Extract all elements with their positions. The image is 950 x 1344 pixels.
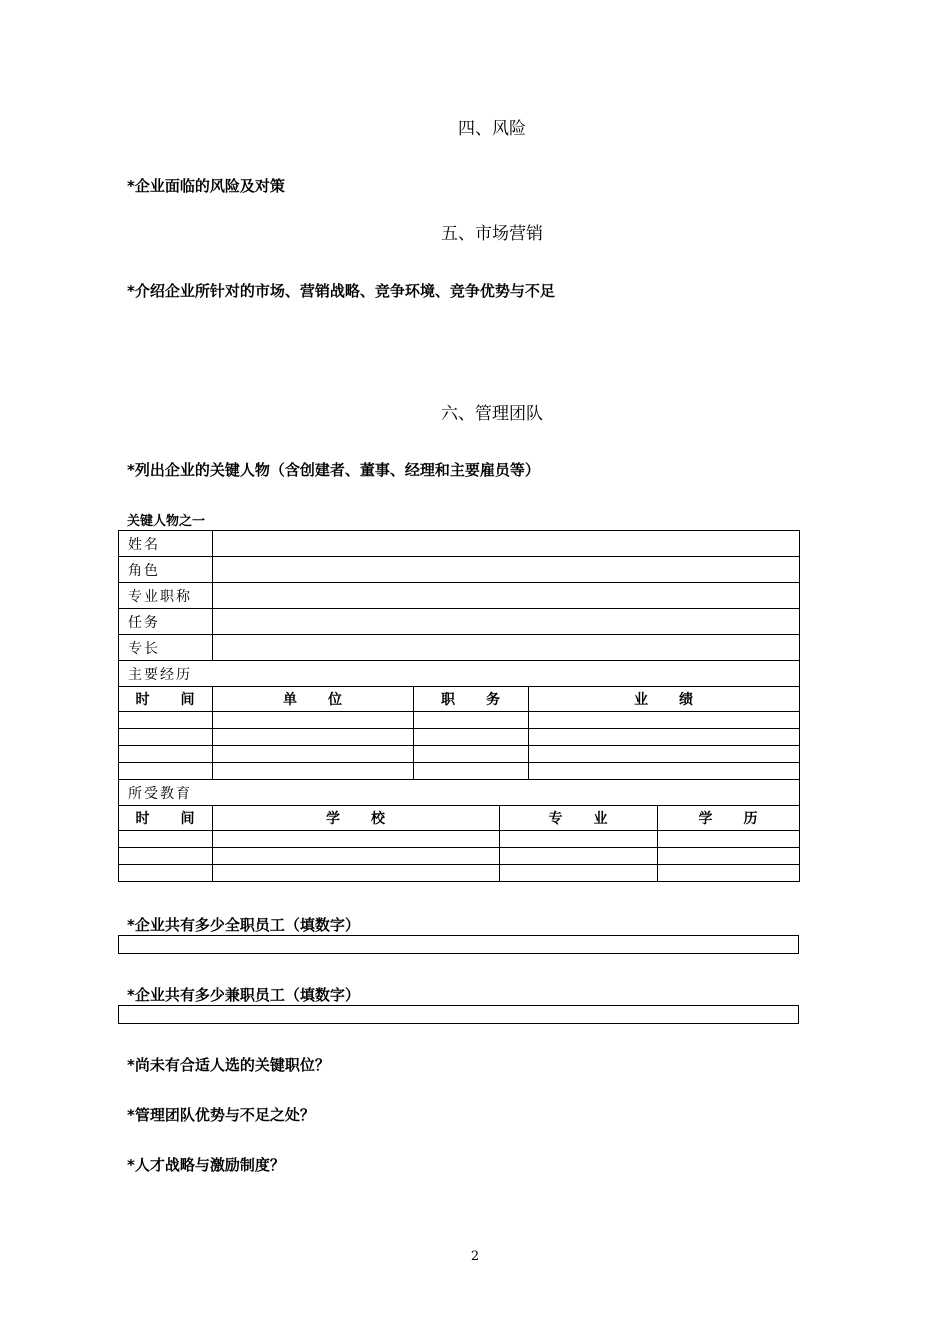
field-row-name xyxy=(119,531,800,557)
field-row-role xyxy=(119,557,800,583)
experience-header-achievement: 业 绩 xyxy=(529,687,800,712)
experience-cell[interactable] xyxy=(119,712,213,729)
field-input-name[interactable] xyxy=(213,531,800,557)
question-vacant-positions: *尚未有合适人选的关键职位？ xyxy=(127,1056,330,1074)
education-label-row xyxy=(119,780,800,806)
field-label-role: 角色 xyxy=(119,557,213,583)
experience-cell[interactable] xyxy=(529,746,800,763)
experience-label-row xyxy=(119,661,800,687)
experience-cell[interactable] xyxy=(213,763,414,780)
education-header-degree: 学 历 xyxy=(658,806,800,831)
field-row-specialty xyxy=(119,635,800,661)
education-cell[interactable] xyxy=(119,865,213,882)
field-input-role[interactable] xyxy=(213,557,800,583)
section-title-team: 六、管理团队 xyxy=(441,404,543,424)
experience-header-row xyxy=(119,687,800,712)
education-cell[interactable] xyxy=(119,848,213,865)
experience-header-position: 职 务 xyxy=(414,687,529,712)
parttime-count-field[interactable] xyxy=(118,1005,799,1024)
experience-header-time: 时 间 xyxy=(119,687,213,712)
field-input-specialty[interactable] xyxy=(213,635,800,661)
field-row-title xyxy=(119,583,800,609)
page-number: 2 xyxy=(470,1249,480,1264)
education-cell[interactable] xyxy=(500,848,658,865)
field-row-task xyxy=(119,609,800,635)
experience-row xyxy=(119,712,800,729)
question-risk: *企业面临的风险及对策 xyxy=(127,177,285,195)
experience-cell[interactable] xyxy=(414,763,529,780)
experience-cell[interactable] xyxy=(529,763,800,780)
experience-cell[interactable] xyxy=(529,729,800,746)
education-header-school: 学 校 xyxy=(213,806,500,831)
section-title-marketing: 五、市场营销 xyxy=(441,224,543,244)
experience-label: 主要经历 xyxy=(119,661,800,687)
field-label-name: 姓名 xyxy=(119,531,213,557)
key-person-form xyxy=(118,530,800,882)
education-header-time: 时 间 xyxy=(119,806,213,831)
experience-row xyxy=(119,746,800,763)
question-fulltime: *企业共有多少全职员工（填数字） xyxy=(127,916,360,934)
experience-cell[interactable] xyxy=(529,712,800,729)
field-label-task: 任务 xyxy=(119,609,213,635)
education-cell[interactable] xyxy=(213,831,500,848)
education-cell[interactable] xyxy=(500,831,658,848)
field-label-specialty: 专长 xyxy=(119,635,213,661)
experience-cell[interactable] xyxy=(414,729,529,746)
experience-cell[interactable] xyxy=(213,729,414,746)
education-row xyxy=(119,831,800,848)
education-label: 所受教育 xyxy=(119,780,800,806)
education-cell[interactable] xyxy=(500,865,658,882)
experience-cell[interactable] xyxy=(414,712,529,729)
education-row xyxy=(119,848,800,865)
education-row xyxy=(119,865,800,882)
experience-row xyxy=(119,729,800,746)
fulltime-count-field[interactable] xyxy=(118,935,799,954)
section-title-risk: 四、风险 xyxy=(458,119,526,139)
education-cell[interactable] xyxy=(213,848,500,865)
experience-cell[interactable] xyxy=(213,746,414,763)
field-input-title[interactable] xyxy=(213,583,800,609)
experience-cell[interactable] xyxy=(213,712,414,729)
education-header-row xyxy=(119,806,800,831)
key-person-title: 关键人物之一 xyxy=(127,514,206,529)
question-team-strengths: *管理团队优势与不足之处？ xyxy=(127,1106,315,1124)
question-talent-strategy: *人才战略与激励制度？ xyxy=(127,1156,285,1174)
experience-cell[interactable] xyxy=(119,746,213,763)
question-key-persons: *列出企业的关键人物（含创建者、董事、经理和主要雇员等） xyxy=(127,461,540,479)
experience-header-unit: 单 位 xyxy=(213,687,414,712)
education-cell[interactable] xyxy=(119,831,213,848)
field-label-title: 专业职称 xyxy=(119,583,213,609)
experience-cell[interactable] xyxy=(119,763,213,780)
experience-cell[interactable] xyxy=(119,729,213,746)
education-cell[interactable] xyxy=(213,865,500,882)
education-cell[interactable] xyxy=(658,865,800,882)
question-marketing: *介绍企业所针对的市场、营销战略、竞争环境、竞争优势与不足 xyxy=(127,282,555,300)
experience-row xyxy=(119,763,800,780)
education-header-major: 专 业 xyxy=(500,806,658,831)
question-parttime: *企业共有多少兼职员工（填数字） xyxy=(127,986,360,1004)
education-cell[interactable] xyxy=(658,831,800,848)
experience-cell[interactable] xyxy=(414,746,529,763)
education-cell[interactable] xyxy=(658,848,800,865)
field-input-task[interactable] xyxy=(213,609,800,635)
